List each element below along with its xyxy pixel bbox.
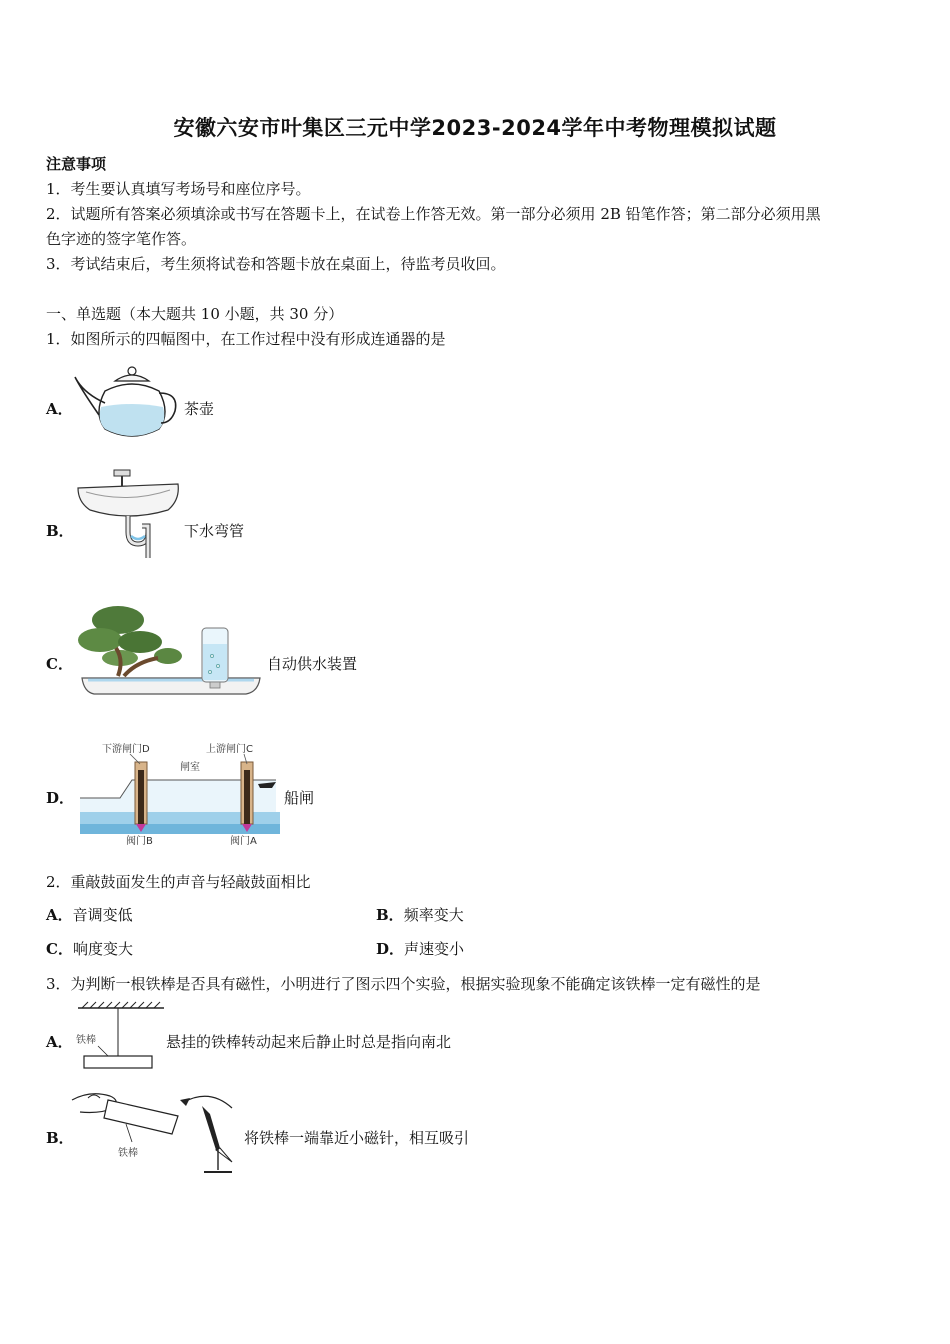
notice-item: 色字迹的签字笔作答。: [46, 230, 197, 248]
teapot-figure: [75, 363, 180, 443]
option-text: 悬挂的铁棒转动起来后静止时总是指向南北: [166, 1033, 452, 1051]
option-letter: B．: [376, 906, 404, 924]
notice-item: 1．考生要认真填写考场号和座位序号。: [46, 180, 311, 198]
lock-label-chamber: 闸室: [180, 762, 200, 773]
option-text: 茶壶: [184, 400, 215, 418]
question-stem: 3．为判断一根铁棒是否具有磁性，小明进行了图示四个实验，根据实验现象不能确定该铁棒一定有磁性的是: [46, 975, 761, 993]
bonsai-water-supply-figure: [78, 600, 263, 698]
option-text: 自动供水装置: [267, 655, 358, 673]
notice-item: 2．试题所有答案必须填涂或书写在答题卡上，在试卷上作答无效。第一部分必须用 2B 铅笔作答；第二部分必须用黑: [46, 205, 821, 223]
option-letter: A．: [46, 906, 73, 924]
notice-heading: 注意事项: [46, 155, 107, 173]
question-stem: 2．重敲鼓面发生的声音与轻敲鼓面相比: [46, 873, 311, 891]
option-text: 下水弯管: [184, 522, 245, 540]
ship-lock-figure: [80, 740, 280, 848]
option-text: 将铁棒一端靠近小磁针，相互吸引: [244, 1129, 470, 1147]
section-heading: 一、单选题（本大题共 10 小题，共 30 分）: [46, 305, 344, 323]
option-row: [46, 938, 133, 959]
option-row: [46, 904, 133, 925]
option-text: 声速变小: [404, 940, 465, 958]
question-stem: 1．如图所示的四幅图中，在工作过程中没有形成连通器的是: [46, 330, 446, 348]
option-letter: B．: [46, 1129, 74, 1147]
option-text: 响度变大: [72, 940, 133, 958]
lock-label-valve-b: 阀门B: [126, 836, 153, 847]
sink-trap-figure: [76, 470, 181, 560]
option-text: 船闸: [284, 789, 315, 807]
option-letter: D．: [376, 940, 405, 958]
lock-label-gate-c: 上游闸门C: [206, 744, 253, 755]
hanging-iron-rod-figure: [76, 1000, 166, 1072]
iron-rod-label: 铁棒: [118, 1148, 138, 1159]
lock-label-gate-d: 下游闸门D: [102, 744, 150, 755]
iron-rod-compass-figure: [70, 1086, 245, 1178]
option-letter: D．: [46, 789, 75, 807]
notice-item: 3．考试结束后，考生须将试卷和答题卡放在桌面上，待监考员收回。: [46, 255, 506, 273]
option-text: 音调变低: [72, 906, 133, 924]
option-row: [376, 904, 464, 925]
page-title: 安徽六安市叶集区三元中学2023-2024学年中考物理模拟试题: [173, 116, 777, 140]
option-letter: A．: [46, 400, 73, 418]
option-letter: C．: [46, 940, 73, 958]
option-letter: B．: [46, 522, 74, 540]
option-text: 频率变大: [403, 906, 464, 924]
lock-label-valve-a: 阀门A: [230, 836, 257, 847]
option-letter: A．: [46, 1033, 73, 1051]
option-row: [376, 938, 464, 959]
option-letter: C．: [46, 655, 73, 673]
iron-rod-label: 铁棒: [76, 1035, 96, 1046]
